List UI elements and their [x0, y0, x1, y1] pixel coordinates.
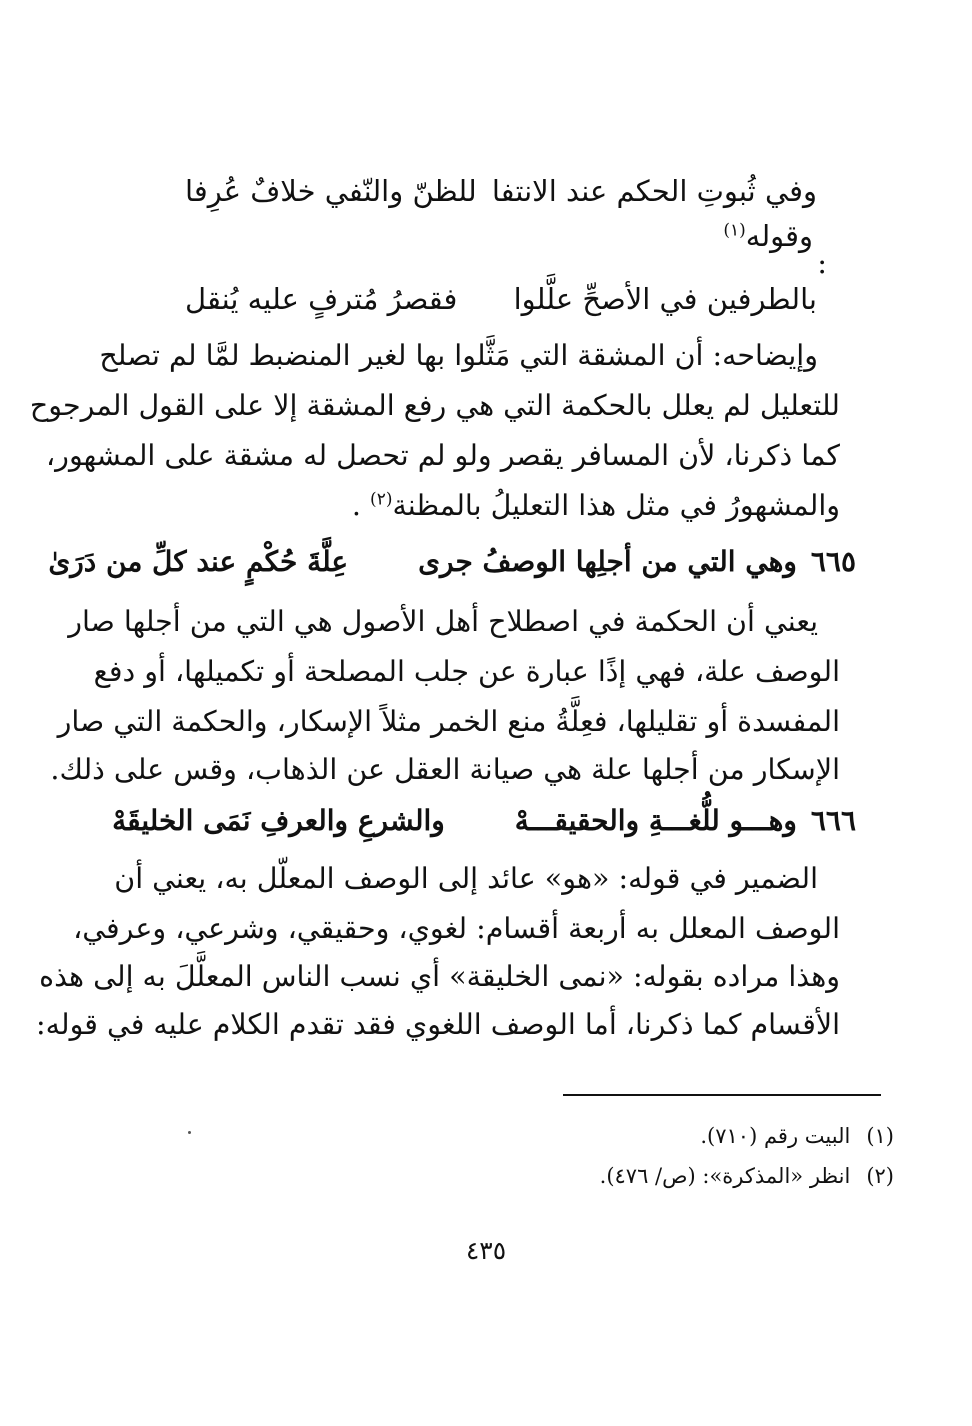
paragraph-2-line-3: المفسدة أو تقليلها، فعِلَّةُ منع الخمر مثلاً الإسكار، والحكمة التي صار [57, 705, 840, 738]
scan-speck [188, 1131, 191, 1134]
paragraph-1-line-2: للتعليل لم يعلل بالحكمة التي هي رفع المشقة إلا على القول المرجوح [29, 389, 840, 422]
footnote-1 [700, 1124, 894, 1148]
verse-second [185, 271, 817, 327]
paragraph-1-line-1: وإيضاحه: أن المشقة التي مَثَّلوا بها لغير المنضبط لمَّا لم تصلح [99, 339, 818, 372]
paragraph-2-line-4: الإسكار من أجلها علة هي صيانة العقل عن الذهاب، وقس على ذلك. [50, 753, 840, 786]
footnote-2-number: (٢) [866, 1164, 894, 1188]
paragraph-2-line-1: يعني أن الحكمة في اصطلاح أهل الأصول هي التي من أجلها صار [68, 605, 818, 638]
paragraph-3-line-3: وهذا مراده بقوله: «نمى الخليقة» أي نسب الناس المعلَّلَ به إلى هذه [39, 960, 840, 993]
paragraph-1-line-4 [122, 480, 840, 532]
footnote-2-text: انظر «المذكرة»: (ص/ ٤٧٦). [599, 1164, 851, 1188]
verse-666 [112, 794, 856, 846]
verse-665 [48, 535, 856, 587]
paragraph-2-line-2: الوصف علة، فهي إذًا عبارة عن جلب المصلحة أو تكميلها، أو دفع [93, 655, 840, 688]
verse-top-hemistich-left: للظنّ والنّفي خلافٌ عُرِفا [185, 174, 477, 208]
intro-line-colon: : [817, 246, 827, 280]
footnote-marker-1: (١) [723, 220, 746, 241]
paragraph-1-last-text: والمشهورُ في مثل هذا التعليلُ بالمظنة [392, 489, 840, 522]
footnote-1-number: (١) [866, 1124, 894, 1148]
verse-666-hemistich-right: وهـــو للُّغـــةِ والحقيقـــهْ [514, 803, 797, 837]
intro-line-text: وقوله [745, 219, 813, 253]
verse-second-hemistich-right: بالطرفين في الأصحِّ علَّلوا [513, 282, 817, 316]
verse-665-number: ٦٦٥ [810, 544, 856, 578]
paragraph-1-line-3: كما ذكرنا، لأن المسافر يقصر ولو لم تحصل له مشقة على المشهور، [45, 439, 840, 472]
footnote-2 [600, 1164, 894, 1188]
paragraph-3-line-1: الضمير في قوله: «هو» عائد إلى الوصف المعلّل به، يعني أن [114, 862, 818, 895]
verse-second-hemistich-left: فقصرُ مُترفٍ عليه يُنقل [185, 282, 458, 316]
paragraph-3-line-4: الأقسام كما ذكرنا، أما الوصف اللغوي فقد تقدم الكلام عليه في قوله: [36, 1008, 840, 1041]
verse-665-hemistich-left: عِلَّةَ حُكْمٍ عند كلِّ من دَرَىٰ [48, 544, 349, 578]
verse-top [185, 163, 817, 219]
verse-665-hemistich-right: وهي التي من أجلِها الوصفُ جرى [418, 544, 797, 578]
page-number: ٤٣٥ [465, 1236, 507, 1265]
footnote-1-text: البيت رقم (٧١٠). [700, 1124, 851, 1148]
footnote-marker-2: (٢) [370, 489, 393, 510]
verse-666-hemistich-left: والشرعِ والعرفِ نَمَى الخليقَهْ [112, 803, 445, 837]
verse-top-hemistich-right: وفي ثُبوتِ الحكم عند الانتفا [491, 174, 817, 208]
footnote-divider [563, 1094, 881, 1096]
paragraph-1-end: . [351, 489, 361, 522]
verse-666-number: ٦٦٦ [810, 803, 856, 837]
paragraph-3-line-2: الوصف المعلل به أربعة أقسام: لغوي، وحقيقي، وشرعي، وعرفي، [73, 912, 840, 945]
intro-line [723, 219, 813, 253]
